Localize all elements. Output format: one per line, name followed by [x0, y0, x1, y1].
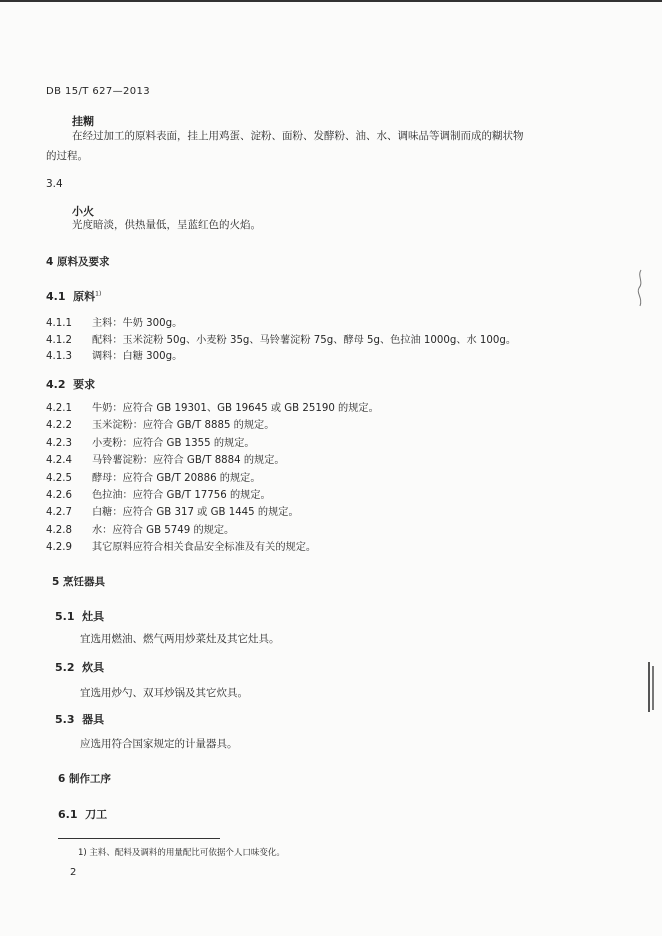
subsection-title: 炊具 [82, 661, 105, 674]
list-item [46, 416, 274, 431]
term-guahu-definition-line1: 在经过加工的原料表面，挂上用鸡蛋、淀粉、面粉、发酵粉、油、水、调味品等调制而成的糊状物 [72, 130, 524, 142]
subsection-number: 5.1 [55, 610, 75, 623]
clause-number: 4.1.3 [46, 351, 72, 362]
paragraph-5-2: 宜选用炒勺、双耳炒锅及其它炊具。 [80, 687, 248, 699]
clause-number: 4.1.1 [46, 318, 72, 329]
clause-text: 牛奶：应符合 GB 19301、GB 19645 或 GB 25190 的规定。 [92, 403, 379, 414]
paragraph-5-3: 应选用符合国家规定的计量器具。 [80, 738, 238, 750]
subsection-number: 4.1 [46, 290, 66, 303]
clause-number: 4.2.3 [46, 437, 72, 449]
subsection-heading-5-3 [55, 711, 104, 727]
list-item [46, 399, 379, 414]
subsection-title: 原料 [73, 290, 96, 303]
clause-number: 4.2.2 [46, 420, 72, 432]
scan-binding-mark-bottom [646, 662, 656, 714]
clause-text: 水：应符合 GB 5749 的规定。 [92, 524, 235, 536]
subsection-title: 器具 [82, 713, 105, 726]
clause-text: 主料：牛奶 300g。 [92, 318, 183, 329]
list-item [46, 486, 271, 501]
top-edge-line [0, 0, 662, 2]
scan-binding-mark-top [634, 268, 648, 308]
subsection-number: 5.2 [55, 661, 75, 674]
term-xiaohuo-definition: 光度暗淡，供热量低，呈蓝红色的火焰。 [72, 219, 261, 231]
clause-number: 4.2.7 [46, 507, 72, 519]
subsection-number: 5.3 [55, 713, 75, 726]
clause-text: 色拉油：应符合 GB/T 17756 的规定。 [92, 490, 271, 501]
list-item [46, 451, 285, 466]
section-heading-5: 5 烹饪器具 [52, 576, 105, 588]
list-item [46, 434, 255, 449]
document-code: DB 15/T 627—2013 [46, 86, 151, 97]
section-heading-6: 6 制作工序 [58, 773, 111, 785]
clause-text: 酵母：应符合 GB/T 20886 的规定。 [92, 472, 261, 484]
clause-text: 小麦粉：应符合 GB 1355 的规定。 [92, 437, 255, 449]
subsection-heading-4-1 [46, 288, 101, 304]
footnote-text: 1) 主料、配料及调料的用量配比可依据个人口味变化。 [78, 848, 285, 858]
subsection-title: 刀工 [85, 808, 108, 821]
subsection-heading-6-1 [58, 806, 107, 822]
clause-number: 4.1.2 [46, 334, 72, 346]
subsection-title: 要求 [73, 378, 96, 391]
page-number: 2 [70, 867, 77, 878]
subsection-heading-5-2 [55, 659, 104, 675]
clause-number: 4.2.9 [46, 542, 72, 554]
clause-number: 4.2.8 [46, 524, 72, 536]
clause-number: 4.2.1 [46, 403, 72, 414]
clause-text: 白糖：应符合 GB 317 或 GB 1445 的规定。 [92, 507, 299, 519]
subsection-heading-5-1 [55, 608, 104, 624]
clause-text: 配料：玉米淀粉 50g、小麦粉 35g、马铃薯淀粉 75g、酵母 5g、色拉油 1000g、水 100g。 [92, 334, 517, 346]
footnote-separator [58, 838, 220, 839]
subsection-number: 6.1 [58, 808, 78, 821]
footnote-reference: 1) [95, 290, 102, 298]
clause-number: 4.2.6 [46, 490, 72, 501]
list-item [46, 503, 299, 518]
term-guahu: 挂糊 [72, 115, 94, 128]
list-item [46, 469, 261, 484]
clause-number-3-4: 3.4 [46, 178, 63, 190]
list-item [46, 347, 182, 362]
term-guahu-definition-line2: 的过程。 [46, 150, 88, 162]
clause-number: 4.2.4 [46, 455, 72, 467]
list-item [46, 314, 182, 329]
list-item [46, 538, 316, 553]
section-heading-4: 4 原料及要求 [46, 256, 110, 268]
paragraph-5-1: 宜选用燃油、燃气两用炒菜灶及其它灶具。 [80, 633, 280, 645]
clause-number: 4.2.5 [46, 472, 72, 484]
subsection-title: 灶具 [82, 610, 105, 623]
term-xiaohuo: 小火 [72, 205, 94, 218]
subsection-number: 4.2 [46, 378, 66, 391]
clause-text: 马铃薯淀粉：应符合 GB/T 8884 的规定。 [92, 455, 285, 467]
clause-text: 调料：白糖 300g。 [92, 351, 183, 362]
clause-text: 玉米淀粉：应符合 GB/T 8885 的规定。 [92, 420, 275, 432]
list-item [46, 331, 516, 346]
subsection-heading-4-2 [46, 376, 95, 392]
clause-text: 其它原料应符合相关食品安全标准及有关的规定。 [92, 542, 317, 554]
list-item [46, 521, 234, 536]
